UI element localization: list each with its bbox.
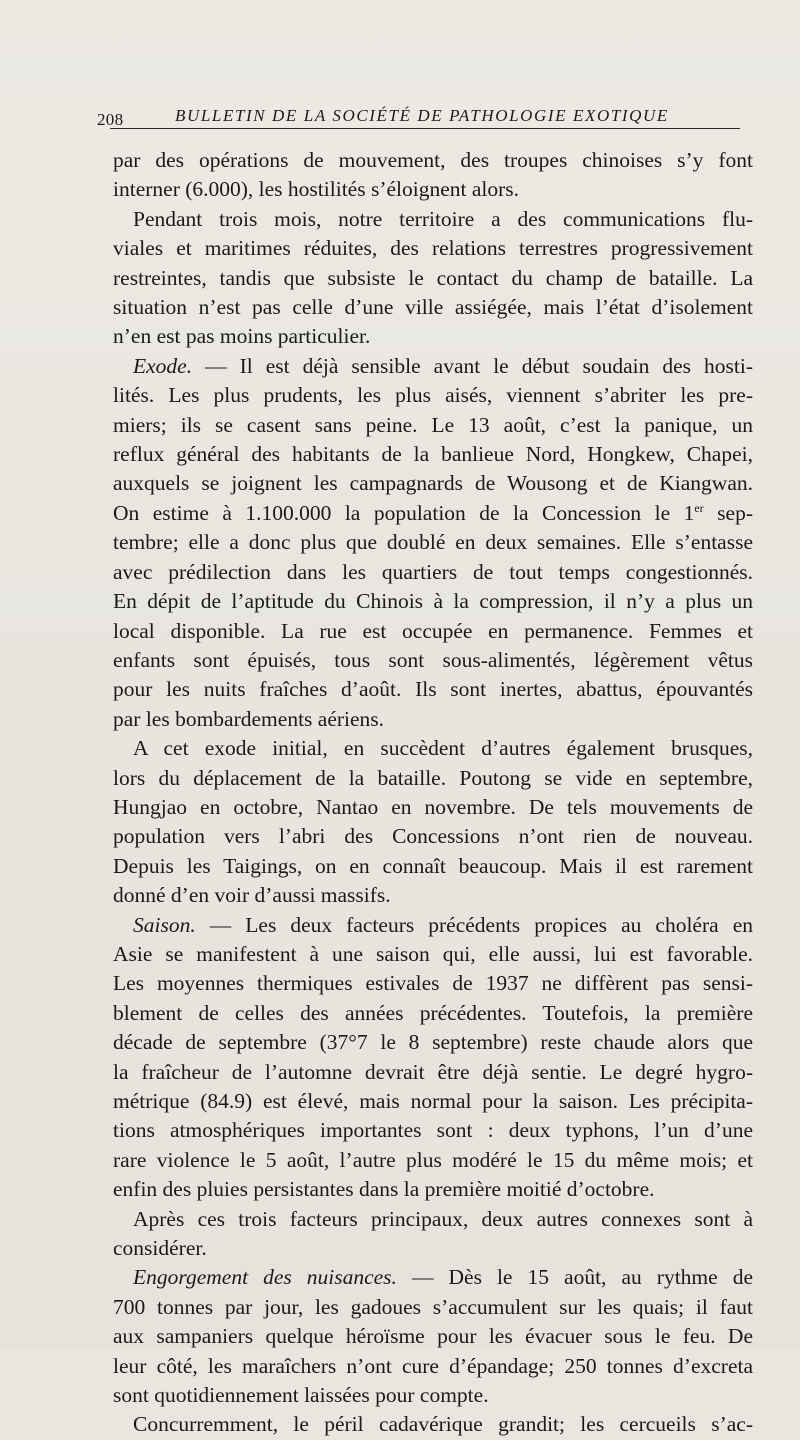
text-line: local disponible. La rue est occupée en permanence. Femmes et <box>113 618 753 643</box>
text-line: restreintes, tandis que subsiste le contact du champ de bataille. La <box>113 265 753 290</box>
text-run: — Il est déjà sensible avant le début soudain des hosti- <box>192 353 753 378</box>
text-line: A cet exode initial, en succèdent d’autres également brusques, <box>133 736 753 761</box>
text-line: rare violence le 5 août, l’autre plus modéré le 15 du même mois; et <box>113 1147 753 1172</box>
text-line: miers; ils se casent sans peine. Le 13 août, c’est la panique, un <box>113 412 753 437</box>
header-rule <box>110 128 740 129</box>
section-title-saison: Saison. <box>133 912 196 937</box>
text-line: Hungjao en octobre, Nantao en novembre. De tels mouvements de <box>113 794 753 819</box>
text-line: sont quotidiennement laissées pour compte. <box>113 1383 489 1408</box>
text-line: lors du déplacement de la bataille. Poutong se vide en septembre, <box>113 765 753 790</box>
text-line: population vers l’abri des Concessions n’ont rien de nouveau. <box>113 824 753 849</box>
text-line: tions atmosphériques importantes sont : deux typhons, l’un d’une <box>113 1118 753 1143</box>
page-header <box>97 100 739 130</box>
text-line: la fraîcheur de l’automne devrait être déjà sentie. Le degré hygro- <box>113 1059 753 1084</box>
text-line: Les moyennes thermiques estivales de 1937 ne diffèrent pas sensi- <box>113 971 753 996</box>
text-line: reflux général des habitants de la banlieue Nord, Hongkew, Chapei, <box>113 442 753 467</box>
text-line: viales et maritimes réduites, des relations terrestres progressivement <box>113 236 753 261</box>
text-line: auxquels se joignent les campagnards de Wousong et de Kiangwan. <box>113 471 753 496</box>
text-line: lités. Les plus prudents, les plus aisés, viennent s’abriter les pre- <box>113 383 753 408</box>
text-run: On estime à 1.100.000 la population de la Concession le 1 <box>113 500 695 525</box>
text-line: Concurremment, le péril cadavérique grandit; les cercueils s’ac- <box>133 1412 753 1437</box>
text-run: — Dès le 15 août, au rythme de <box>396 1265 754 1290</box>
text-line: En dépit de l’aptitude du Chinois à la compression, il n’y a plus un <box>113 589 753 614</box>
text-line: n’en est pas moins particulier. <box>113 324 371 349</box>
text-line <box>113 499 753 528</box>
text-line: Pendant trois mois, notre territoire a des communications flu- <box>133 206 753 231</box>
text-run: — Les deux facteurs précédents propices au choléra en <box>195 912 753 937</box>
section-title-engorgement: Engorgement des nuisances. <box>133 1265 397 1290</box>
text-line: blement de celles des années précédentes. Toutefois, la première <box>113 1000 753 1025</box>
text-line: par les bombardements aériens. <box>113 706 385 731</box>
text-line: métrique (84.9) est élevé, mais normal pour la saison. Les précipita- <box>113 1089 753 1113</box>
text-line: 700 tonnes par jour, les gadoues s’accumulent sur les quais; il faut <box>113 1294 753 1319</box>
text-line: Asie se manifestent à une saison qui, elle aussi, lui est favorable. <box>113 941 753 966</box>
text-line <box>113 1263 753 1292</box>
text-line: Après ces trois facteurs principaux, deux autres connexes sont à <box>133 1206 753 1231</box>
text-run: sep- <box>703 500 753 525</box>
text-line: pour les nuits fraîches d’août. Ils sont inertes, abattus, épouvantés <box>113 677 753 702</box>
text-line: situation n’est pas celle d’une ville assiégée, mais l’état d’isolement <box>113 295 753 320</box>
text-line <box>113 911 753 940</box>
text-line: avec prédilection dans les quartiers de tout temps congestionnés. <box>113 559 753 584</box>
text-line <box>113 352 753 381</box>
text-line: enfin des pluies persistantes dans la première moitié d’octobre. <box>113 1177 655 1202</box>
text-line: par des opérations de mouvement, des troupes chinoises s’y font <box>113 148 753 172</box>
text-line: Depuis les Taigings, on en connaît beaucoup. Mais il est rarement <box>113 853 753 878</box>
text-line: interner (6.000), les hostilités s’éloignent alors. <box>113 177 520 202</box>
running-title: BULLETIN DE LA SOCIÉTÉ DE PATHOLOGIE EXOTIQUE <box>175 106 669 125</box>
text-line: leur côté, les maraîchers n’ont cure d’épandage; 250 tonnes d’excreta <box>113 1353 753 1378</box>
section-title-exode: Exode. <box>133 353 193 378</box>
superscript: er <box>694 500 704 515</box>
text-line: aux sampaniers quelque héroïsme pour les évacuer sous le feu. De <box>113 1324 753 1349</box>
text-line: considérer. <box>113 1236 207 1261</box>
text-line: décade de septembre (37°7 le 8 septembre) reste chaude alors que <box>113 1030 753 1055</box>
text-line: tembre; elle a donc plus que doublé en deux semaines. Elle s’entasse <box>113 530 753 555</box>
body-text <box>113 146 753 1440</box>
text-line: donné d’en voir d’aussi massifs. <box>113 883 391 908</box>
text-line: enfants sont épuisés, tous sont sous-alimentés, légèrement vêtus <box>113 647 753 672</box>
page-number: 208 <box>97 110 124 129</box>
